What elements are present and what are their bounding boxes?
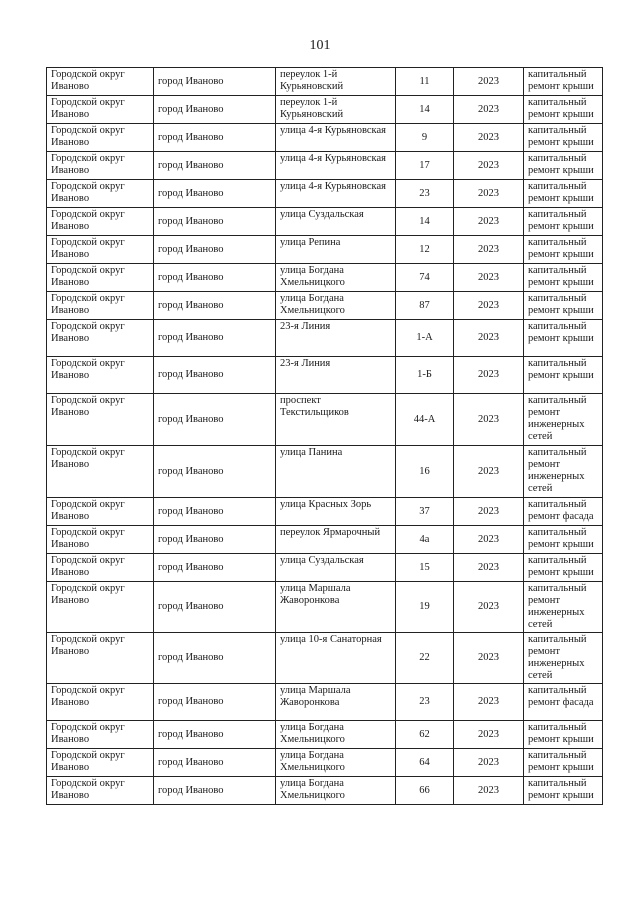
table-row [47,749,603,777]
cell-district: Городской округ Иваново [47,684,154,721]
cell-street: улица Суздальская [276,554,396,582]
cell-work-type: капитальный ремонт крыши [524,721,603,749]
cell-year: 2023 [454,749,524,777]
cell-city: город Иваново [154,124,276,152]
cell-year: 2023 [454,208,524,236]
cell-work-type: капитальный ремонт крыши [524,152,603,180]
cell-street: улица Богдана Хмельницкого [276,777,396,805]
cell-house-number: 1-А [396,320,454,357]
cell-work-type: капитальный ремонт крыши [524,124,603,152]
cell-city: город Иваново [154,633,276,684]
cell-district: Городской округ Иваново [47,68,154,96]
cell-district: Городской округ Иваново [47,446,154,498]
cell-district: Городской округ Иваново [47,526,154,554]
cell-work-type: капитальный ремонт крыши [524,554,603,582]
cell-district: Городской округ Иваново [47,554,154,582]
table-row [47,633,603,684]
cell-district: Городской округ Иваново [47,749,154,777]
cell-year: 2023 [454,68,524,96]
cell-house-number: 1-Б [396,357,454,394]
table-row [47,152,603,180]
cell-district: Городской округ Иваново [47,152,154,180]
cell-city: город Иваново [154,526,276,554]
cell-work-type: капитальный ремонт крыши [524,526,603,554]
cell-street: переулок 1-й Курьяновский [276,68,396,96]
cell-work-type: капитальный ремонт крыши [524,777,603,805]
cell-city: город Иваново [154,180,276,208]
cell-street: улица Богдана Хмельницкого [276,292,396,320]
cell-work-type: капитальный ремонт крыши [524,180,603,208]
cell-house-number: 11 [396,68,454,96]
cell-district: Городской округ Иваново [47,721,154,749]
cell-work-type: капитальный ремонт крыши [524,96,603,124]
cell-city: город Иваново [154,777,276,805]
table-row [47,68,603,96]
cell-work-type: капитальный ремонт инженерных сетей [524,633,603,684]
cell-district: Городской округ Иваново [47,320,154,357]
cell-street: улица Маршала Жаворонкова [276,582,396,633]
cell-street: улица Красных Зорь [276,498,396,526]
cell-work-type: капитальный ремонт инженерных сетей [524,582,603,633]
cell-city: город Иваново [154,208,276,236]
cell-house-number: 23 [396,180,454,208]
cell-house-number: 19 [396,582,454,633]
cell-year: 2023 [454,394,524,446]
cell-year: 2023 [454,357,524,394]
cell-year: 2023 [454,180,524,208]
cell-year: 2023 [454,684,524,721]
cell-year: 2023 [454,124,524,152]
cell-house-number: 44-А [396,394,454,446]
cell-district: Городской округ Иваново [47,124,154,152]
table-row [47,292,603,320]
cell-house-number: 16 [396,446,454,498]
cell-year: 2023 [454,292,524,320]
cell-work-type: капитальный ремонт крыши [524,208,603,236]
cell-city: город Иваново [154,582,276,633]
cell-district: Городской округ Иваново [47,582,154,633]
cell-house-number: 14 [396,208,454,236]
cell-house-number: 87 [396,292,454,320]
table-row [47,721,603,749]
cell-district: Городской округ Иваново [47,394,154,446]
cell-house-number: 4а [396,526,454,554]
cell-city: город Иваново [154,684,276,721]
cell-work-type: капитальный ремонт крыши [524,292,603,320]
table-row [47,526,603,554]
cell-house-number: 62 [396,721,454,749]
cell-work-type: капитальный ремонт крыши [524,357,603,394]
cell-city: город Иваново [154,498,276,526]
cell-work-type: капитальный ремонт крыши [524,320,603,357]
cell-city: город Иваново [154,264,276,292]
cell-city: город Иваново [154,292,276,320]
cell-year: 2023 [454,633,524,684]
table-row [47,96,603,124]
cell-district: Городской округ Иваново [47,777,154,805]
cell-city: город Иваново [154,320,276,357]
cell-year: 2023 [454,554,524,582]
table-row [47,264,603,292]
table-row [47,236,603,264]
page-number: 101 [309,38,331,53]
cell-house-number: 37 [396,498,454,526]
table-row [47,777,603,805]
cell-house-number: 66 [396,777,454,805]
cell-street: улица Богдана Хмельницкого [276,749,396,777]
cell-city: город Иваново [154,749,276,777]
cell-street: 23-я Линия [276,320,396,357]
table-row [47,498,603,526]
table-row [47,208,603,236]
table-body [47,68,603,805]
cell-work-type: капитальный ремонт крыши [524,236,603,264]
cell-work-type: капитальный ремонт инженерных сетей [524,394,603,446]
cell-street: улица Богдана Хмельницкого [276,721,396,749]
cell-work-type: капитальный ремонт фасада [524,684,603,721]
cell-district: Городской округ Иваново [47,236,154,264]
cell-city: город Иваново [154,446,276,498]
cell-city: город Иваново [154,357,276,394]
cell-city: город Иваново [154,96,276,124]
cell-year: 2023 [454,526,524,554]
cell-district: Городской округ Иваново [47,498,154,526]
cell-house-number: 22 [396,633,454,684]
cell-year: 2023 [454,152,524,180]
cell-district: Городской округ Иваново [47,357,154,394]
cell-street: улица Суздальская [276,208,396,236]
cell-work-type: капитальный ремонт крыши [524,749,603,777]
cell-city: город Иваново [154,721,276,749]
cell-street: проспект Текстильщиков [276,394,396,446]
cell-street: переулок Ярмарочный [276,526,396,554]
cell-work-type: капитальный ремонт крыши [524,264,603,292]
table-row [47,684,603,721]
cell-house-number: 64 [396,749,454,777]
table-row [47,180,603,208]
table-row [47,320,603,357]
cell-district: Городской округ Иваново [47,264,154,292]
cell-year: 2023 [454,721,524,749]
cell-street: улица 4-я Курьяновская [276,180,396,208]
cell-street: улица Панина [276,446,396,498]
cell-year: 2023 [454,236,524,264]
cell-house-number: 17 [396,152,454,180]
cell-year: 2023 [454,264,524,292]
cell-house-number: 15 [396,554,454,582]
cell-house-number: 12 [396,236,454,264]
cell-house-number: 9 [396,124,454,152]
cell-street: улица 4-я Курьяновская [276,124,396,152]
cell-district: Городской округ Иваново [47,208,154,236]
cell-work-type: капитальный ремонт крыши [524,68,603,96]
cell-city: город Иваново [154,554,276,582]
table-row [47,124,603,152]
cell-district: Городской округ Иваново [47,292,154,320]
cell-house-number: 23 [396,684,454,721]
table-row [47,582,603,633]
cell-year: 2023 [454,96,524,124]
cell-house-number: 14 [396,96,454,124]
cell-year: 2023 [454,498,524,526]
cell-street: улица Репина [276,236,396,264]
cell-city: город Иваново [154,152,276,180]
cell-year: 2023 [454,582,524,633]
cell-house-number: 74 [396,264,454,292]
cell-district: Городской округ Иваново [47,180,154,208]
cell-year: 2023 [454,777,524,805]
table-row [47,554,603,582]
cell-work-type: капитальный ремонт инженерных сетей [524,446,603,498]
cell-street: улица 10-я Санаторная [276,633,396,684]
cell-street: переулок 1-й Курьяновский [276,96,396,124]
cell-city: город Иваново [154,394,276,446]
table-row [47,394,603,446]
cell-street: улица Маршала Жаворонкова [276,684,396,721]
table-row [47,446,603,498]
repair-schedule-table [46,67,603,805]
cell-district: Городской округ Иваново [47,633,154,684]
cell-district: Городской округ Иваново [47,96,154,124]
table-row [47,357,603,394]
cell-year: 2023 [454,446,524,498]
cell-street: улица Богдана Хмельницкого [276,264,396,292]
cell-street: 23-я Линия [276,357,396,394]
cell-street: улица 4-я Курьяновская [276,152,396,180]
cell-year: 2023 [454,320,524,357]
cell-city: город Иваново [154,236,276,264]
cell-city: город Иваново [154,68,276,96]
cell-work-type: капитальный ремонт фасада [524,498,603,526]
